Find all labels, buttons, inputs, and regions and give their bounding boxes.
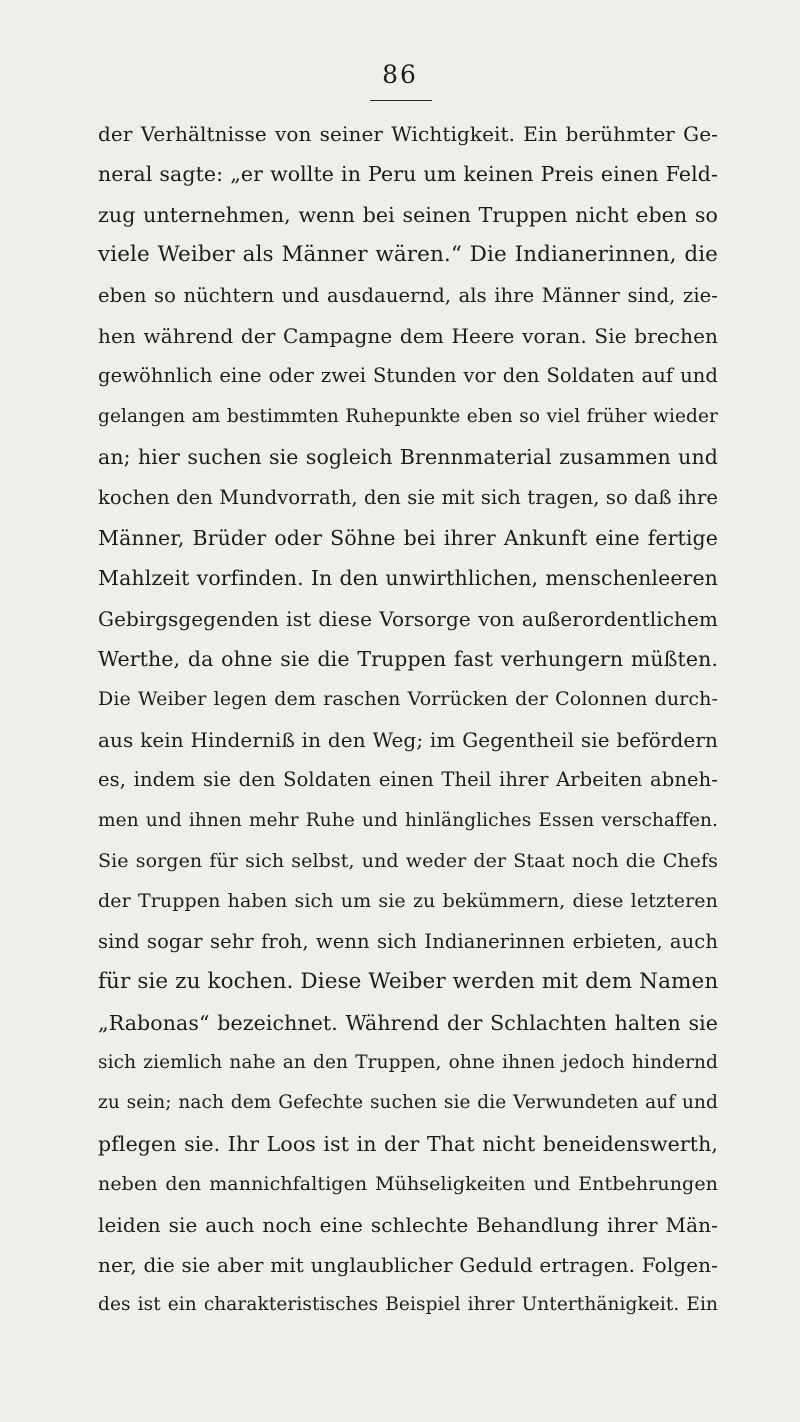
text-line: Männer, Brüder oder Söhne bei ihrer Ankunft eine fertige — [98, 525, 718, 550]
header-rule — [370, 100, 432, 101]
page-number: 86 — [382, 60, 418, 89]
text-line: pflegen sie. Ihr Loos ist in der That nicht beneidenswerth, — [98, 1131, 718, 1156]
text-line: ner, die sie aber mit unglaublicher Geduld ertragen. Folgen- — [98, 1252, 718, 1277]
text-line: hen während der Campagne dem Heere voran. Sie brechen — [98, 323, 718, 348]
text-line: Die Weiber legen dem raschen Vorrücken der Colonnen durch- — [98, 688, 718, 711]
text-line: Gebirgsgegenden ist diese Vorsorge von außerordentlichem — [98, 606, 718, 631]
body-text — [98, 114, 718, 1326]
text-line: an; hier suchen sie sogleich Brennmaterial zusammen und — [98, 445, 718, 470]
text-line: neben den mannichfaltigen Mühseligkeiten und Entbehrungen — [98, 1173, 718, 1196]
text-line: sich ziemlich nahe an den Truppen, ohne ihnen jedoch hindernd — [98, 1051, 718, 1073]
text-line: Mahlzeit vorfinden. In den unwirthlichen, menschenleeren — [98, 566, 718, 591]
text-line: men und ihnen mehr Ruhe und hinlängliches Essen verschaffen. — [98, 809, 718, 831]
text-line: zu sein; nach dem Gefechte suchen sie die Verwundeten auf und — [98, 1092, 718, 1114]
text-line: neral sagte: „er wollte in Peru um keinen Preis einen Feld- — [98, 162, 718, 187]
text-line: gelangen am bestimmten Ruhepunkte eben so viel früher wieder — [98, 405, 718, 427]
text-line: gewöhnlich eine oder zwei Stunden vor den Soldaten auf und — [98, 364, 718, 388]
text-line: für sie zu kochen. Diese Weiber werden mit dem Namen — [98, 969, 719, 995]
text-line: leiden sie auch noch eine schlechte Behandlung ihrer Män- — [98, 1212, 718, 1237]
text-line: eben so nüchtern und ausdauernd, als ihre Männer sind, zie- — [98, 283, 718, 307]
text-line: Sie sorgen für sich selbst, und weder der Staat noch die Chefs — [98, 850, 718, 873]
text-line: sind sogar sehr froh, wenn sich Indianerinnen erbieten, auch — [98, 929, 718, 953]
text-line: viele Weiber als Männer wären.“ Die Indianerinnen, die — [98, 242, 718, 268]
text-line: Werthe, da ohne sie die Truppen fast verhungern müßten. — [98, 647, 718, 672]
text-line: zug unternehmen, wenn bei seinen Truppen nicht eben so — [98, 202, 718, 227]
text-line: es, indem sie den Soldaten einen Theil ihrer Arbeiten abneh- — [98, 768, 718, 792]
text-line: „Rabonas“ bezeichnet. Während der Schlachten halten sie — [98, 1010, 718, 1035]
text-line: der Truppen haben sich um sie zu bekümmern, diese letzteren — [98, 890, 718, 913]
text-line: aus kein Hinderniß in den Weg; im Gegentheil sie befördern — [98, 727, 718, 752]
text-line: kochen den Mundvorrath, den sie mit sich tragen, so daß ihre — [98, 485, 718, 509]
text-line: der Verhältnisse von seiner Wichtigkeit. Ein berühmter Ge- — [98, 122, 718, 146]
text-line: des ist ein charakteristisches Beispiel ihrer Unterthänigkeit. Ein — [98, 1294, 718, 1316]
